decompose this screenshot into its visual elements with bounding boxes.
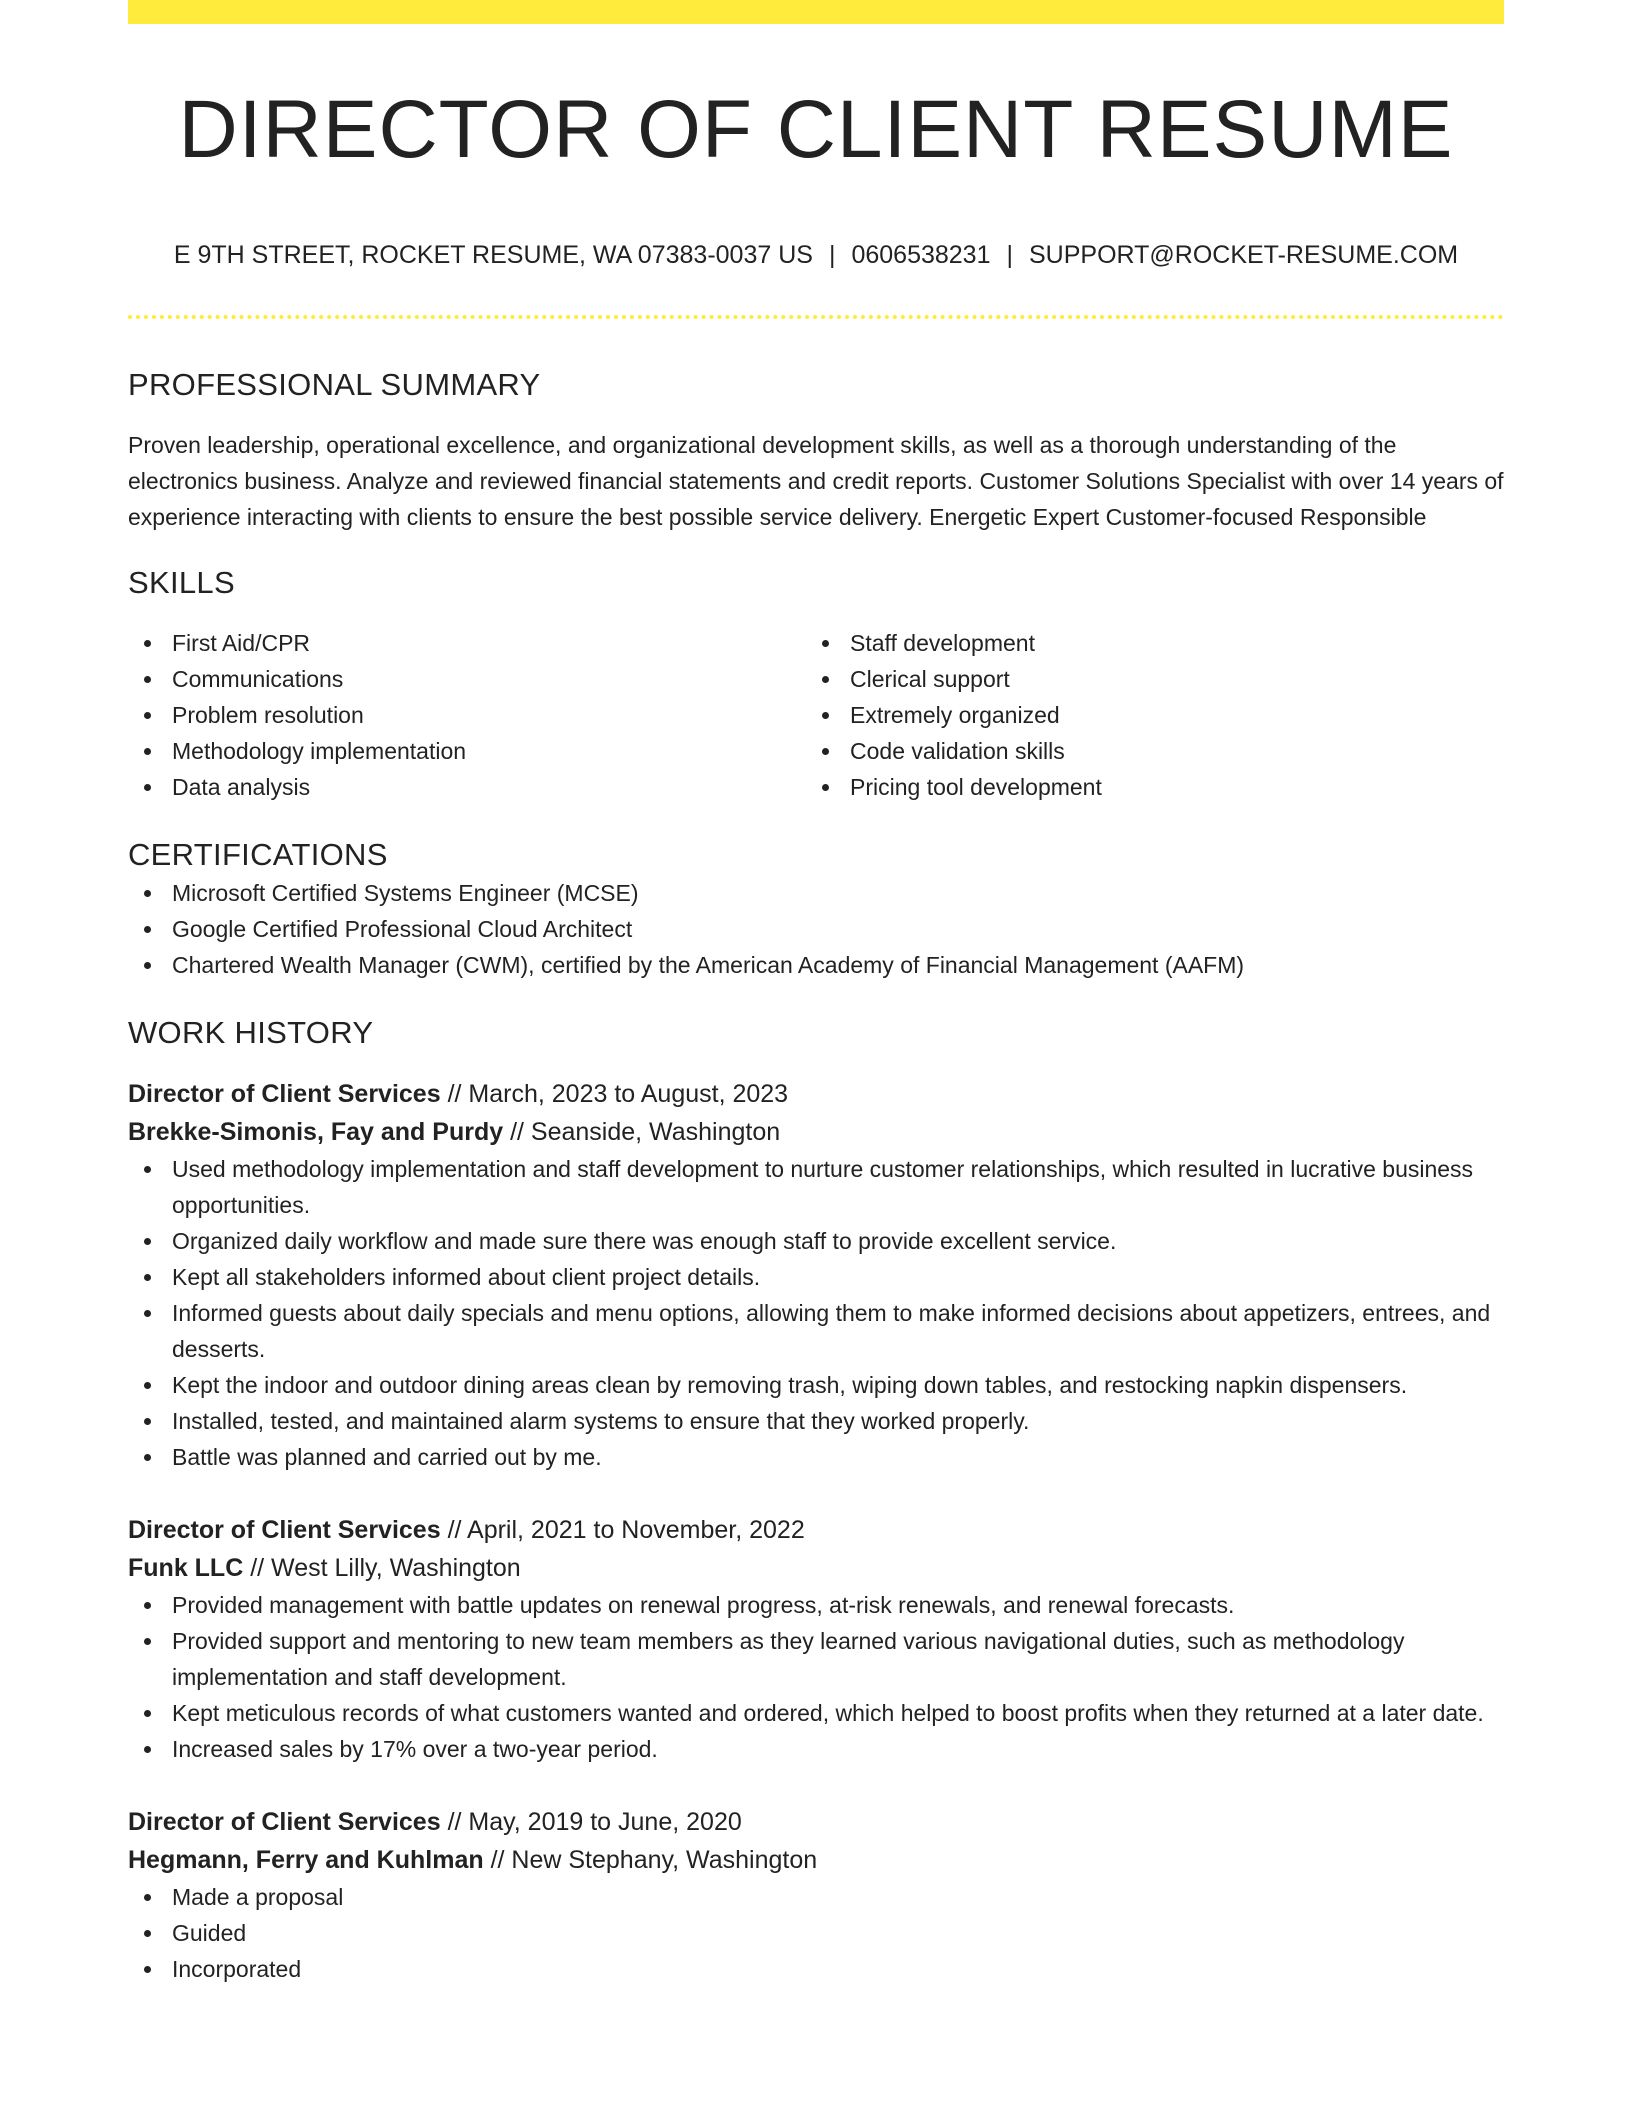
job-duties-list (128, 1587, 1504, 1767)
job-title-line (128, 1075, 1504, 1113)
job-title: Director of Client Services (128, 1808, 441, 1836)
job-company-line (128, 1113, 1504, 1151)
skill-item: Clerical support (806, 661, 1484, 697)
job-dates: // May, 2019 to June, 2020 (440, 1808, 742, 1836)
skill-item: Staff development (806, 625, 1484, 661)
summary-text: Proven leadership, operational excellence, and organizational development skills, as well as a thorough understanding of the electronics business. Analyze and reviewed financial statements and credit reports. Customer Solutions Specialist with over 14 years of experience interacting with clients to ensure the best possible service delivery. Energetic Expert Customer-focused Responsible (128, 432, 1504, 530)
job-duties-list (128, 1879, 1504, 1987)
job-duty-item: Used methodology implementation and staff development to nurture customer relationships, which resulted in lucrative business opportunities. (128, 1151, 1504, 1223)
skills-list-left (128, 625, 806, 805)
skill-item: Code validation skills (806, 733, 1484, 769)
contact-phone: 0606538231 (851, 241, 991, 269)
skills-list-right (806, 625, 1484, 805)
job-duties-list (128, 1151, 1504, 1475)
certification-item: Microsoft Certified Systems Engineer (MCSE) (128, 875, 1504, 911)
skill-item: Pricing tool development (806, 769, 1484, 805)
resume-title: DIRECTOR OF CLIENT RESUME (178, 84, 1454, 175)
resume-content (128, 0, 1504, 1987)
contact-email: SUPPORT@ROCKET-RESUME.COM (1029, 241, 1459, 269)
job-dates: // March, 2023 to August, 2023 (440, 1080, 789, 1108)
job-duty-item: Kept all stakeholders informed about client project details. (128, 1259, 1504, 1295)
job-duty-item: Guided (128, 1915, 1504, 1951)
job-company: Hegmann, Ferry and Kuhlman (128, 1846, 484, 1874)
job-duty-item: Made a proposal (128, 1879, 1504, 1915)
skill-item: Problem resolution (128, 697, 806, 733)
job-location: // Seanside, Washington (503, 1118, 781, 1146)
skill-item: Data analysis (128, 769, 806, 805)
job-duty-item: Provided management with battle updates on renewal progress, at-risk renewals, and renewal forecasts. (128, 1587, 1504, 1623)
certification-item: Chartered Wealth Manager (CWM), certified by the American Academy of Financial Management (AAFM) (128, 947, 1504, 983)
job-duty-item: Incorporated (128, 1951, 1504, 1987)
job-duty-item: Increased sales by 17% over a two-year period. (128, 1731, 1504, 1767)
job-duty-item: Battle was planned and carried out by me. (128, 1439, 1504, 1475)
job-company: Funk LLC (128, 1554, 244, 1582)
job-company: Brekke-Simonis, Fay and Purdy (128, 1118, 504, 1146)
job-entry (128, 1511, 1504, 1767)
certification-item: Google Certified Professional Cloud Architect (128, 911, 1504, 947)
job-duty-item: Informed guests about daily specials and menu options, allowing them to make informed decisions about appetizers, entrees, and desserts. (128, 1295, 1504, 1367)
job-duty-item: Kept meticulous records of what customers wanted and ordered, which helped to boost profits when they returned at a later date. (128, 1695, 1504, 1731)
job-company-line (128, 1549, 1504, 1587)
dotted-divider (128, 315, 1504, 319)
job-dates: // April, 2021 to November, 2022 (440, 1516, 805, 1544)
job-title-line (128, 1511, 1504, 1549)
job-duty-item: Provided support and mentoring to new team members as they learned various navigational duties, such as methodology implementation and staff development. (128, 1623, 1504, 1695)
job-duty-item: Installed, tested, and maintained alarm systems to ensure that they worked properly. (128, 1403, 1504, 1439)
job-title: Director of Client Services (128, 1516, 441, 1544)
job-title-line (128, 1803, 1504, 1841)
skill-item: Communications (128, 661, 806, 697)
skill-item: First Aid/CPR (128, 625, 806, 661)
certifications-heading: CERTIFICATIONS (128, 837, 388, 872)
contact-separator: | (1006, 241, 1013, 269)
certifications-list (128, 875, 1504, 983)
job-entry (128, 1803, 1504, 1987)
job-location: // New Stephany, Washington (483, 1846, 818, 1874)
skills-column-right (806, 625, 1484, 805)
job-company-line (128, 1841, 1504, 1879)
skill-item: Methodology implementation (128, 733, 806, 769)
skill-item: Extremely organized (806, 697, 1484, 733)
job-duty-item: Kept the indoor and outdoor dining areas clean by removing trash, wiping down tables, and restocking napkin dispensers. (128, 1367, 1504, 1403)
job-title: Director of Client Services (128, 1080, 441, 1108)
work-history-heading: WORK HISTORY (128, 1015, 374, 1050)
skills-heading: SKILLS (128, 565, 235, 600)
job-entry (128, 1075, 1504, 1475)
contact-line (128, 240, 1504, 270)
job-location: // West Lilly, Washington (243, 1554, 521, 1582)
job-duty-item: Organized daily workflow and made sure there was enough staff to provide excellent service. (128, 1223, 1504, 1259)
contact-address: E 9TH STREET, ROCKET RESUME, WA 07383-0037 US (173, 241, 813, 269)
contact-separator: | (828, 241, 836, 269)
skills-grid (128, 625, 1504, 805)
skills-column-left (128, 625, 806, 805)
summary-heading: PROFESSIONAL SUMMARY (128, 367, 541, 402)
